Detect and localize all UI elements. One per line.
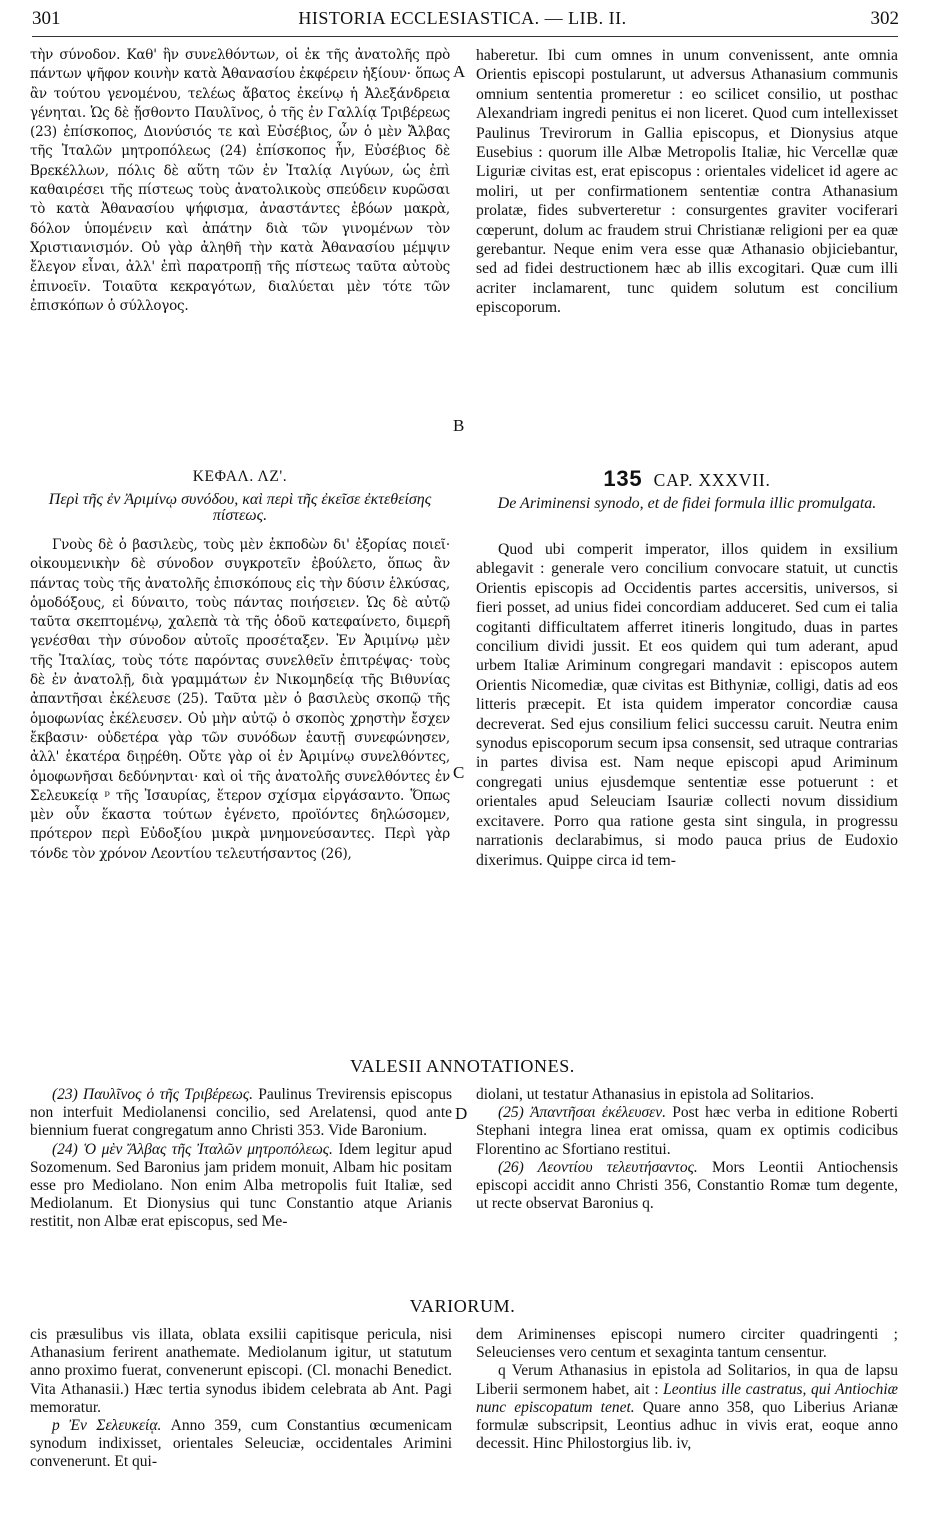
latin-chapter-header — [476, 466, 898, 538]
margin-letter-a: A — [453, 62, 466, 81]
latin-paragraph-top: haberetur. Ibi cum omnes in unum convenissent, ante omnia Orientis episcopi postularunt, ut adversus Athanasium communis omnium sententia promeretur : eo scilicet consilio, ut posthac Alexandriam ingredi penitus ei non liceret. Quod cum intellexisset Paulinus Trevirorum in Gallia episcopus, et Dionysius atque Eusebius : quorum ille Albæ Metropolis Italiæ, hic Vercellæ quæ Liguriæ civitas est, erat episcopus : orientales videlicet id agere ac moliri, ut per confirmationem sententiæ contra Athanasium prolatæ, fides subverteretur : consurgentes graviter vociferari cœperunt, dolum ac fraudem strui Christianæ religioni per ea quæ gerebantur. Neque enim vera esse quæ Athanasio objiciebantur, sed ad fidei destructionem hæc ab illis excogitari. Quæ cum illi acriter inclamarent, tunc quidem solutum est concilium episcoporum. — [476, 47, 898, 317]
page-number-right: 302 — [870, 8, 899, 29]
variorum-right-text: dem Ariminenses episcopi numero circiter quadringenti ; Seleucienses vero centum et sexaginta tantum censentur. — [476, 1326, 898, 1362]
annotation-continued — [476, 1086, 898, 1104]
annotations-left — [30, 1086, 452, 1276]
variorum-note-quote: Leontius ille castratus, qui Antiochiæ nunc episcopatum tenet. — [476, 1380, 898, 1416]
running-header — [26, 8, 899, 34]
annotation-24 — [30, 1141, 452, 1232]
annotation-lemma: (24) Ὁ μὲν Ἄλβας τῆς Ἰταλῶν μητροπόλεως. — [52, 1140, 333, 1158]
variorum-right — [476, 1326, 898, 1526]
annotations-right — [476, 1086, 898, 1276]
variorum-note-text: Quare anno 358, quo Liberius Arianæ formulæ subscripsit, Leontius adhuc in vivis erat, eoque anno decessit. Hinc Philostorgius lib. iv, — [476, 1398, 898, 1453]
latin-chapter-subtitle: De Ariminensi synodo, et de fidei formula illic promulgata. — [497, 495, 877, 512]
running-title: HISTORIA ECCLESIASTICA. — LIB. II. — [298, 8, 627, 28]
latin-chapter-number: 135 — [603, 466, 643, 491]
header-rule — [32, 36, 898, 37]
variorum-note-text: Anno 359, cum Constantius œcumenicam synodum indixisset, orientales Seleuciæ, occidentales Arimini convenerunt. Et qui- — [30, 1417, 452, 1471]
greek-paragraph-top: τὴν σύνοδον. Καθ' ἣν συνελθόντων, οἱ ἐκ τῆς ἀνατολῆς πρὸ πάντων ψῆφον κοινὴν κατὰ Ἀθανασίου ἐκφέρειν ἠξίουν· ὅπως ἂν τούτου γενομένου, τελέως ἄβατος ἐκείνῳ ἡ Ἀλεξάνδρεια γένηται. Ὡς δὲ ᾔσθοντο Παυλῖνος, ὁ τῆς ἐν Γαλλίᾳ Τριβέρεως (23) ἐπίσκοπος, Διονύσιός τε καὶ Εὐσέβιος, ὧν ὁ μὲν Ἄλβας τῆς Ἰταλῶν μητροπόλεως (24) ἐπίσκοπος ἦν, Εὐσέβιος δὲ Βρεκέλλων, πόλις δὲ αὕτη τῶν ἐν Ἰταλίᾳ Λιγύων, ὡς ἐπὶ καθαιρέσει τῆς πίστεως τοὺς ἀνατολικοὺς σπεύδειν κυρῶσαι τὸ κατὰ Ἀθανασίου ψήφισμα, ἀναστάντες ἐβόων μακρὰ, δόλον ὑπομένειν καὶ ἀπάτην διὰ τῶν γινομένων τὸν Χριστιανισμόν. Οὐ γὰρ ἀληθῆ τὴν κατὰ Ἀθανασίου μέμψιν ἔλεγον εἶναι, ἀλλ' ἐπὶ παρατροπῇ τῆς πίστεως ταῦτα αὐτοὺς ἐπινοεῖν. Τοιαῦτα κεκραγότων, διαλύεται μὲν τότε τῶν ἐπισκόπων ὁ σύλλογος. — [30, 47, 450, 314]
latin-column-top — [476, 46, 898, 444]
variorum-note-q — [476, 1362, 898, 1453]
greek-chapter-subtitle: Περὶ τῆς ἐν Ἀριμίνῳ συνόδου, καὶ περὶ τῆς ἐκεῖσε ἐκτεθείσης πίστεως. — [48, 491, 432, 524]
greek-chapter-text: Γνοὺς δὲ ὁ βασιλεὺς, τοὺς μὲν ἐκποδὼν δι' ἐξορίας ποιεῖ· οἰκουμενικὴν δὲ σύνοδον συγκροτεῖν ἐβούλετο, ὅπως ἂν πάντας τοὺς τῆς ἀνατολῆς ἐπισκόπους εἰς τὴν δύσιν ἑλκύσας, ὁμοδόξους, εἰ δύναιτο, τοὺς πάντας ποιήσειεν. Ὡς δὲ αὐτῷ ταῦτα σκεπτομένῳ, χαλεπὰ τὰ τῆς ὁδοῦ κατεφαίνετο, διμερῆ γενέσθαι τὴν σύνοδον αὐτοῖς προσέταξεν. Ἐν Ἀριμίνῳ μὲν τῆς Ἰταλίας, τοὺς τότε παρόντας συνελθεῖν ἐπιτρέψας· τοὺς δὲ ἐν ἀνατολῇ, διὰ γραμμάτων ἐν Νικομηδείᾳ τῆς Βιθυνίας ἀπαντῆσαι ἐκέλευσε (25). Ταῦτα μὲν ὁ βασιλεὺς σκοπῷ τῆς ὁμοφωνίας ἐκέλευσεν. Οὐ μὴν αὐτῷ ὁ σκοπὸς χρηστὴν ἔσχεν ἔκβασιν· οὐδετέρα γὰρ τῶν συνόδων ἑαυτῇ συνεφώνησεν, ἀλλ' ἑκατέρα διῃρέθη. Οὔτε γὰρ οἱ ἐν Ἀριμίνῳ συνελθόντες, ὁμοφωνῆσαι δεδύνηνται· καὶ οἱ τῆς ἀνατολῆς συνελθόντες ἐν Σελευκείᾳ ᵖ τῆς Ἰσαυρίας, ἕτερον σχίσμα εἰργάσαντο. Ὅπως μὲν οὖν ἕκαστα τούτων ἐγένετο, προϊόντες δηλώσομεν, πρότερον περὶ Εὐδοξίου μικρὰ μνημονεύσαντες. Περὶ γὰρ τόνδε τὸν χρόνον Λεοντίου τελευτήσαντος (26), — [30, 537, 450, 862]
greek-chapter-heading: ΚΕΦΑΛ. ΛΖ'. — [192, 468, 288, 485]
annotation-text: Mors Leontii Antiochensis episcopi accidit anno Christi 356, Constantio Romæ tum degente, ut recte observat Baronius q. — [476, 1158, 898, 1213]
annotation-text: Post hæc verba in editione Roberti Stephani integra linea erat omissa, quam ex optimis codicibus Florentino ac Sfortiano restitui. — [476, 1104, 898, 1158]
annotation-23 — [30, 1086, 452, 1141]
greek-column-top — [30, 46, 450, 446]
margin-letter-c: C — [453, 763, 465, 782]
annotation-lemma: (23) Παυλῖνος ὁ τῆς Τριβέρεως. — [52, 1086, 254, 1103]
margin-letter-b: B — [453, 416, 465, 435]
latin-chapter-heading: CAP. XXXVII. — [653, 470, 771, 490]
annotation-lemma: (25) Ἀπαντῆσαι ἐκέλευσεν. — [498, 1104, 666, 1122]
variorum-title: VARIORUM. — [409, 1296, 516, 1316]
greek-chapter-header — [30, 468, 450, 532]
variorum-note-lemma: p Ἐν Σελευκείᾳ. — [52, 1417, 162, 1435]
latin-column-chapter — [476, 540, 898, 1048]
margin-letter-d: D — [455, 1104, 468, 1123]
greek-column-chapter — [30, 536, 450, 1046]
annotation-25 — [476, 1104, 898, 1159]
page-number-left: 301 — [32, 8, 61, 29]
annotations-title: VALESII ANNOTATIONES. — [350, 1056, 575, 1076]
latin-chapter-text: Quod ubi comperit imperator, illos quidem in exsilium ablegavit : generale vero concilium convocare statuit, ut cunctis Orientis episcopis ad Occidentis partes accersitis, universos, si fieri posset, ad unius fidei concordiam adduceret. Sed cum ei talia cogitanti difficultatem afferret itineris longitudo, duas in partes concilium dividi jussit. Et eos quidem qui tum aderant, apud urbem Italiæ Ariminum congregari mandavit : episcopos autem Orientis Nicomediæ, quæ civitas est Bithyniæ, colligi, datis ad eos litteris præcepit. Et ista quidem imperator concordiæ causa decreverat. Sed ejus consilium felici successu caruit. Neutra enim synodus episcoporum secum ipsa consensit, sed utraque contrarias in partes divisa est. Nam neque episcopi apud Ariminum congregati unius ejusdemque sententiæ esse potuerunt : et orientales apud Seleuciam Isauriæ collecti novum dissidium excitavere. Porro qua ratione gesta sint singula, in progressu narrationis declarabimus, si modo pauca prius de Eudoxio dixerimus. Quippe circa id tem- — [476, 541, 898, 869]
annotation-text: Paulinus Trevirensis episcopus non interfuit Mediolanensi concilio, sed Arelatensi, quod ante biennium fuerat congregatum anno Christi 353. Vide Baronium. — [30, 1086, 452, 1140]
annotation-26 — [476, 1159, 898, 1214]
annotation-text: diolani, ut testatur Athanasius in epistola ad Solitarios. — [476, 1086, 814, 1103]
variorum-left-text: cis præsulibus vis illata, oblata exsilii capitisque pericula, nisi Athanasium ferirent anathemate. Mediolanum igitur, ut statutum anno proximo fuerat, convenerunt episcopi. (Cl. monachi Benedict. Vita Athanasii.) Hæc tertia synodus ibidem celebrata ab Ant. Pagi memoratur. — [30, 1326, 452, 1416]
variorum-note-text: q Verum Athanasius in epistola ad Solitarios, in qua de lapsu Liberii sermonem habet, ait : — [476, 1362, 898, 1398]
latin-chapter-heading-line — [476, 466, 898, 492]
annotation-lemma: (26) Λεοντίου τελευτήσαντος. — [498, 1158, 698, 1176]
variorum-note-p — [30, 1417, 452, 1472]
annotation-text: Idem legitur apud Sozomenum. Sed Baronius jam pridem monuit, Albam hic positam esse pro Mediolano. Non enim Alba metropolis fuit Italiæ, sed Mediolanum. Et Dionysius qui tunc Constantio atque Arianis restitit, non Albæ erat episcopus, sed Me- — [30, 1140, 452, 1231]
variorum-left — [30, 1326, 452, 1526]
